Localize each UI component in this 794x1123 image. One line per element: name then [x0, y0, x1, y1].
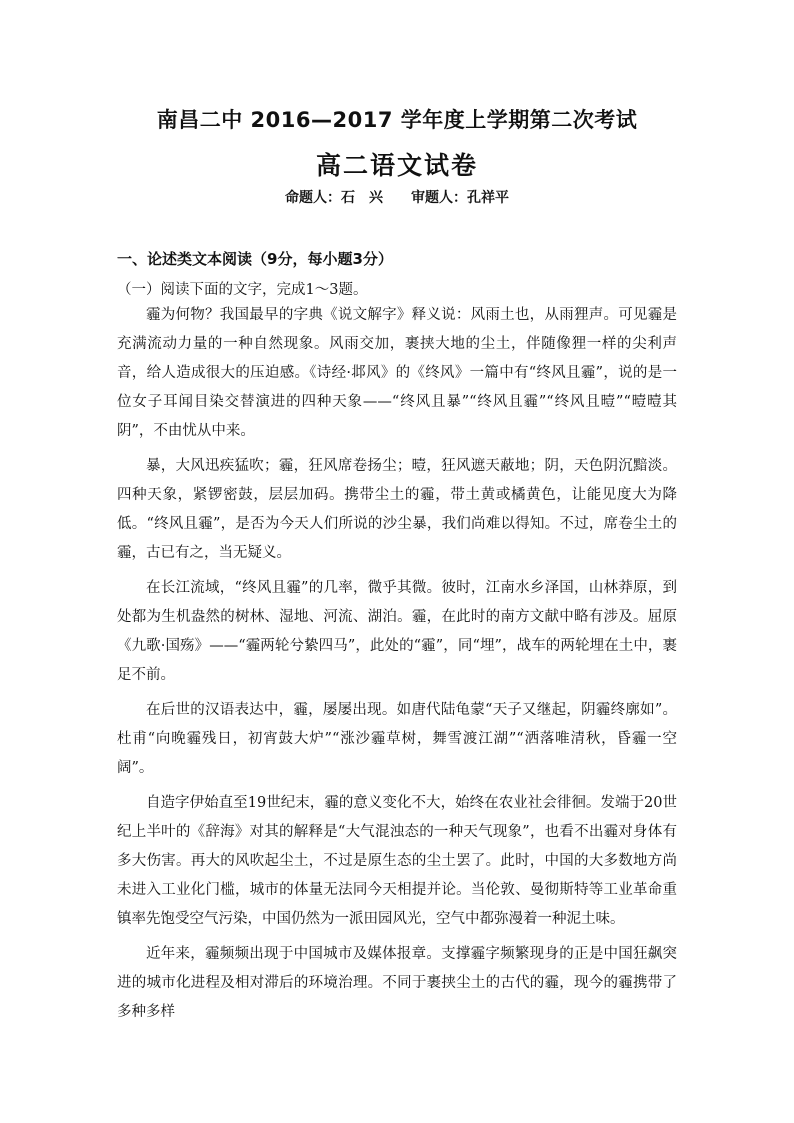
- exam-subtitle: 高二语文试卷: [315, 151, 478, 180]
- author-line: [0, 187, 794, 207]
- exam-title: 南昌二中 2016—2017 学年度上学期第二次考试: [156, 108, 638, 132]
- passage-paragraph-1: 霾为何物？我国最早的字典《说文解字》释义说：风雨土也，从雨狸声。可见霾是充满流动力量的一种自然现象。风雨交加，裹挟大地的尘土，伴随像狸一样的尖利声音，给人造成很大的压迫感。《诗经·邶风》的《终风》一篇中有“终风且霾”，说的是一位女子耳闻目染交替演进的四种天象——“终风且暴”“终风且霾”“终风且曀”“曀曀其阴”，不由忧从中来。: [117, 307, 677, 439]
- setter-name: 命题人：石 兴: [285, 190, 383, 206]
- passage-paragraph-6: 近年来，霾频频出现于中国城市及媒体报章。支撑霾字频繁现身的正是中国狂飙突进的城市化进程及相对滞后的环境治理。不同于裹挟尘土的古代的霾，现今的霾携带了多种多样: [117, 946, 677, 1020]
- passage-paragraph-3: 在长江流域，“终风且霾”的几率，微乎其微。彼时，江南水乡泽国，山林莽原，到处都为生机盎然的树林、湿地、河流、湖泊。霾，在此时的南方文献中略有涉及。屈原《九歌·国殇》——“霾两轮兮絷四马”，此处的“霾”，同“埋”，战车的两轮埋在土中，裹足不前。: [117, 580, 677, 683]
- passage-paragraph-4: 在后世的汉语表达中，霾，屡屡出现。如唐代陆龟蒙“天子又继起，阴霾终廓如”。杜甫“向晚霾残日，初宵鼓大炉”“涨沙霾草树，舞雪渡江湖”“洒落唯清秋，昏霾一空阔”。: [117, 702, 677, 776]
- passage-paragraph-2: 暴，大风迅疾猛吹；霾，狂风席卷扬尘；曀，狂风遮天蔽地；阴，天色阴沉黯淡。四种天象，紧锣密鼓，层层加码。携带尘土的霾，带土黄或橘黄色，让能见度大为降低。“终风且霾”，是否为今天人们所说的沙尘暴，我们尚难以得知。不过，席卷尘土的霾，古已有之，当无疑义。: [117, 458, 677, 561]
- reviewer-name: 审题人：孔祥平: [411, 190, 509, 206]
- passage-paragraph-5: 自造字伊始直至19世纪末，霾的意义变化不大，始终在农业社会徘徊。发端于20世纪上半叶的《辞海》对其的解释是“大气混浊态的一种天气现象”，也看不出霾对身体有多大伤害。再大的风吹起尘土，不过是原生态的尘土罢了。此时，中国的大多数地方尚未进入工业化门槛，城市的体量无法同今天相提并论。当伦敦、曼彻斯特等工业革命重镇率先饱受空气污染，中国仍然为一派田园风光，空气中都弥漫着一种泥土味。: [117, 795, 677, 927]
- reading-passage: [117, 301, 677, 1033]
- reading-instruction: （一）阅读下面的文字，完成1～3题。: [117, 282, 368, 298]
- section-heading: 一、论述类文本阅读（9分，每小题3分）: [117, 250, 393, 268]
